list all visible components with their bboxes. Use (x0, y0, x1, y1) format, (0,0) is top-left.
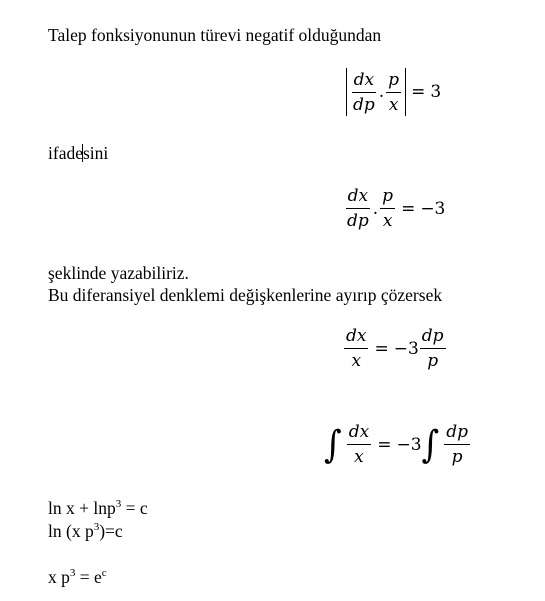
equals-sign: = (374, 338, 389, 359)
fraction-dx-x (344, 326, 368, 371)
equals-sign: = (411, 82, 426, 102)
fraction-dp-p (420, 326, 446, 371)
rhs-value: 3 (430, 82, 442, 102)
text-line-4: Bu diferansiyel denklemi değişkenlerine ayırıp çözersek (48, 285, 443, 305)
denominator: x (382, 211, 393, 231)
numerator: dp (420, 326, 446, 349)
denominator: x (354, 447, 364, 467)
text-part: ifade (48, 143, 83, 163)
text-part: = c (121, 498, 148, 518)
text-part: ln x + lnp (48, 498, 116, 518)
text-part: sini (82, 143, 109, 163)
dot-operator: . (378, 82, 385, 102)
exponent: 3 (93, 521, 100, 533)
coefficient: −3 (396, 434, 422, 455)
numerator: dp (444, 422, 470, 445)
numerator: p (380, 186, 395, 209)
dot-operator: . (372, 198, 379, 219)
text-line-1: Talep fonksiyonunun türevi negatif olduğundan (48, 25, 382, 45)
integral-sign: ∫ (421, 422, 440, 467)
integral-sign: ∫ (324, 422, 342, 467)
text-part: )=c (99, 521, 123, 541)
text-line-3: şeklinde yazabiliriz. (48, 263, 189, 283)
fraction-p-x (380, 186, 395, 231)
exponent: 3 (115, 498, 122, 510)
fraction-dx-dp (351, 70, 377, 115)
text-line-7 (48, 566, 107, 588)
text-part: = e (75, 567, 102, 587)
denominator: p (427, 351, 439, 371)
absolute-value-bars (346, 68, 406, 116)
numerator: dx (344, 326, 368, 349)
exponent: 3 (69, 567, 76, 579)
fraction-dp-p (444, 422, 470, 467)
denominator: p (451, 447, 463, 467)
coefficient: −3 (393, 338, 419, 359)
equals-sign: = (401, 198, 416, 219)
exponent: c (101, 567, 107, 579)
fraction-dx-x (347, 422, 371, 467)
numerator: dx (352, 70, 376, 93)
equation-separated (343, 326, 447, 371)
numerator: p (386, 70, 401, 93)
equation-abs (346, 68, 441, 116)
text-part: ln (x p (48, 521, 94, 541)
text-line-5 (48, 497, 148, 519)
denominator: dp (353, 94, 375, 115)
text-line-2[interactable] (48, 142, 108, 164)
text-line-6 (48, 520, 123, 542)
equation-integral (324, 422, 471, 467)
denominator: dp (347, 211, 369, 231)
rhs-value: −3 (420, 198, 446, 219)
fraction-dx-dp (345, 186, 371, 231)
denominator: x (388, 94, 399, 115)
denominator: x (351, 351, 362, 371)
equals-sign: = (377, 434, 392, 455)
fraction-p-x (386, 70, 401, 115)
text-part: x p (48, 567, 70, 587)
numerator: dx (346, 186, 370, 209)
equation-derivative (344, 186, 445, 231)
numerator: dx (347, 422, 371, 445)
